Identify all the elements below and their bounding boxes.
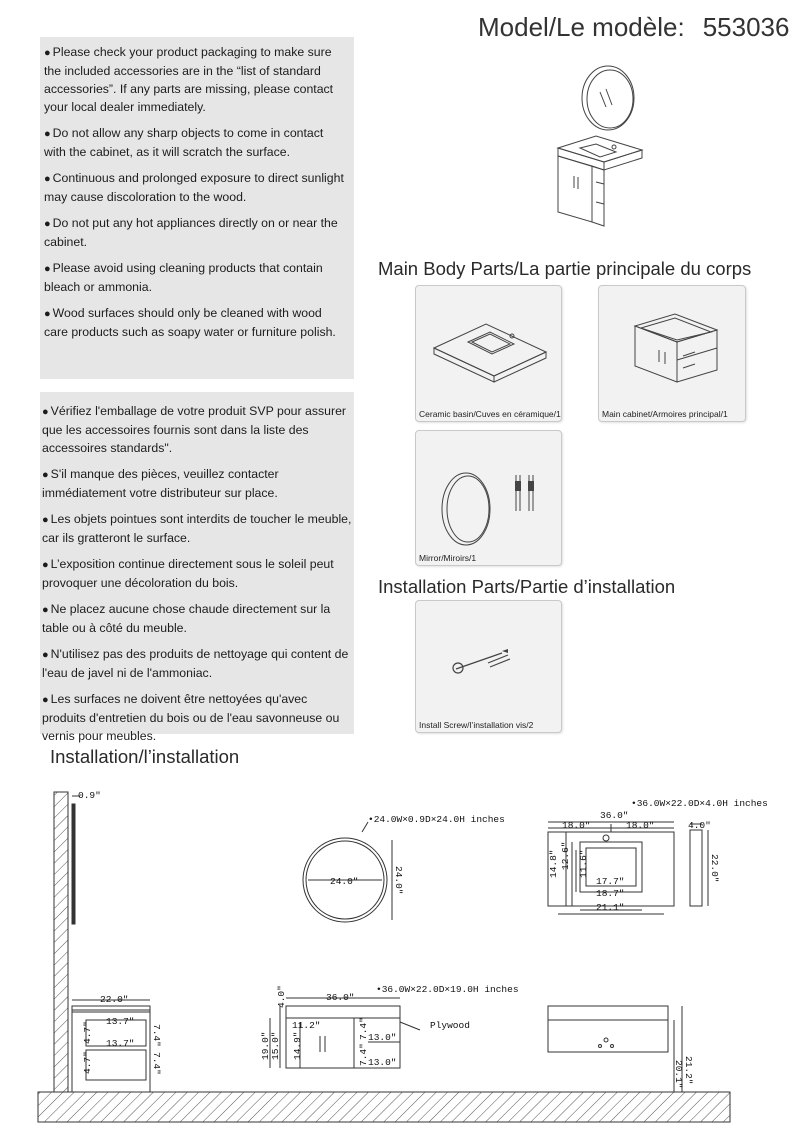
- dim-mirror-height: 24.0": [393, 866, 404, 895]
- model-title: [478, 12, 789, 43]
- dim-top-12-6: 12.6": [560, 841, 571, 870]
- installation-heading: Installation/l’installation: [50, 746, 240, 767]
- dim-cab-height-15: 15.0": [270, 1031, 281, 1060]
- dim-cab-door-height: 14.9": [292, 1031, 303, 1060]
- dim-side-drawer-height-1: 4.7": [82, 1021, 93, 1044]
- dim-top-depth: 22.0": [709, 854, 720, 883]
- dim-cab-drawer-width-1: 13.0": [368, 1032, 397, 1043]
- dim-front-height-2: 20.1": [673, 1060, 684, 1089]
- dim-top-11-6: 11.6": [578, 849, 589, 878]
- basin-drawing: [416, 286, 563, 406]
- screw-drawing: [416, 601, 563, 721]
- note-fr-6: ● N'utilisez pas des produits de nettoyage qui content de l'eau de javel ni de l'ammoniac.: [42, 645, 352, 682]
- dim-side-drawer-width-2: 13.7": [106, 1038, 135, 1049]
- notes-french: [40, 392, 354, 743]
- dim-side-drawer-height-3: 7.4": [151, 1024, 162, 1047]
- dim-cab-height-19: 19.0": [260, 1031, 271, 1060]
- part-card-install-screw: [415, 600, 562, 733]
- dim-cab-drawer-height-2: 7.4": [358, 1043, 369, 1066]
- dim-top-thickness: 4.0": [688, 820, 711, 831]
- model-label: Model/Le modèle:: [478, 12, 685, 42]
- dim-side-drawer-width-1: 13.7": [106, 1016, 135, 1027]
- part-card-main-cabinet: [598, 285, 746, 422]
- note-fr-7: ● Les surfaces ne doivent être nettoyées qu'avec produits d'entretien du bois ou de l'eau savonneuse ou vernis pour meubles.: [42, 690, 352, 745]
- mirror-label: Mirror/Miroirs/1: [419, 553, 477, 563]
- dim-top-half-right: 18.0": [626, 820, 655, 831]
- dim-top-half-left: 18.0": [562, 820, 591, 831]
- note-en-4: ● Do not put any hot appliances directly on or near the cabinet.: [44, 214, 346, 251]
- mirror-drawing: [416, 431, 563, 551]
- cabinet-drawing: [599, 286, 747, 406]
- dim-cab-width: 36.0": [326, 992, 355, 1003]
- note-en-1: ● Please check your product packaging to make sure the included accessories are in the “list of standard accessories”. If any parts are missing, please contact your local dealer immediately.: [44, 43, 346, 116]
- note-fr-2: ● S'il manque des pièces, veuillez contacter immédiatement votre distributeur sur place.: [42, 465, 352, 502]
- note-en-6: ● Wood surfaces should only be cleaned with wood care products such as soapy water or furniture polish.: [44, 304, 346, 341]
- note-en-2: ● Do not allow any sharp objects to come in contact with the cabinet, as it will scratch the surface.: [44, 124, 346, 161]
- install-parts-heading: Installation Parts/Partie d’installation: [378, 576, 676, 597]
- dim-top-21-1: 21.1": [596, 902, 625, 913]
- top-spec: •36.0W×22.0D×4.0H inches: [631, 798, 768, 809]
- basin-label: Ceramic basin/Cuves en céramique/1: [419, 409, 561, 419]
- dim-side-depth: 22.0": [100, 994, 129, 1005]
- notes-english: [40, 37, 354, 379]
- model-number: 553036: [702, 12, 790, 42]
- note-fr-5: ● Ne placez aucune chose chaude directement sur la table ou à côté du meuble.: [42, 600, 352, 637]
- dim-top-width: 36.0": [600, 810, 629, 821]
- dim-top-14-8: 14.8": [548, 849, 559, 878]
- dim-top-18-7: 18.7": [596, 888, 625, 899]
- dim-mirror-depth: 0.9": [78, 790, 101, 801]
- cab-spec: •36.0W×22.0D×19.0H inches: [376, 984, 519, 995]
- note-fr-1: ● Vérifiez l'emballage de votre produit SVP pour assurer que les accessoires fournis sont dans la liste des accessoires standards".: [42, 402, 352, 457]
- dim-top-17-7: 17.7": [596, 876, 625, 887]
- dim-cab-top: 4.0": [276, 985, 287, 1008]
- dim-cab-shelf-width: 11.2": [292, 1020, 321, 1031]
- dim-mirror-width: 24.0": [330, 876, 359, 887]
- part-card-mirror: [415, 430, 562, 566]
- dim-side-drawer-height-4: 7.4": [151, 1052, 162, 1075]
- main-parts-heading: Main Body Parts/La partie principale du corps: [378, 258, 752, 279]
- part-card-ceramic-basin: [415, 285, 562, 422]
- dim-cab-drawer-width-2: 13.0": [368, 1057, 397, 1068]
- product-overview-drawing: [540, 62, 650, 232]
- note-fr-3: ● Les objets pointues sont interdits de toucher le meuble, car ils gratteront le surface.: [42, 510, 352, 547]
- dim-cab-drawer-height-1: 7.4": [358, 1017, 369, 1040]
- note-en-5: ● Please avoid using cleaning products that contain bleach or ammonia.: [44, 259, 346, 296]
- plywood-label: Plywood: [430, 1020, 470, 1031]
- screw-label: Install Screw/l’installation vis/2: [419, 720, 534, 730]
- mirror-spec: •24.0W×0.9D×24.0H inches: [368, 814, 505, 825]
- note-fr-4: ● L’exposition continue directement sous le soleil peut provoquer une décoloration du bois.: [42, 555, 352, 592]
- installation-drawing: [0, 770, 808, 1131]
- cabinet-label: Main cabinet/Armoires principal/1: [602, 409, 728, 419]
- note-en-3: ● Continuous and prolonged exposure to direct sunlight may cause discoloration to the wood.: [44, 169, 346, 206]
- dim-side-drawer-height-2: 4.7": [82, 1051, 93, 1074]
- dim-front-height-1: 21.2": [683, 1056, 694, 1085]
